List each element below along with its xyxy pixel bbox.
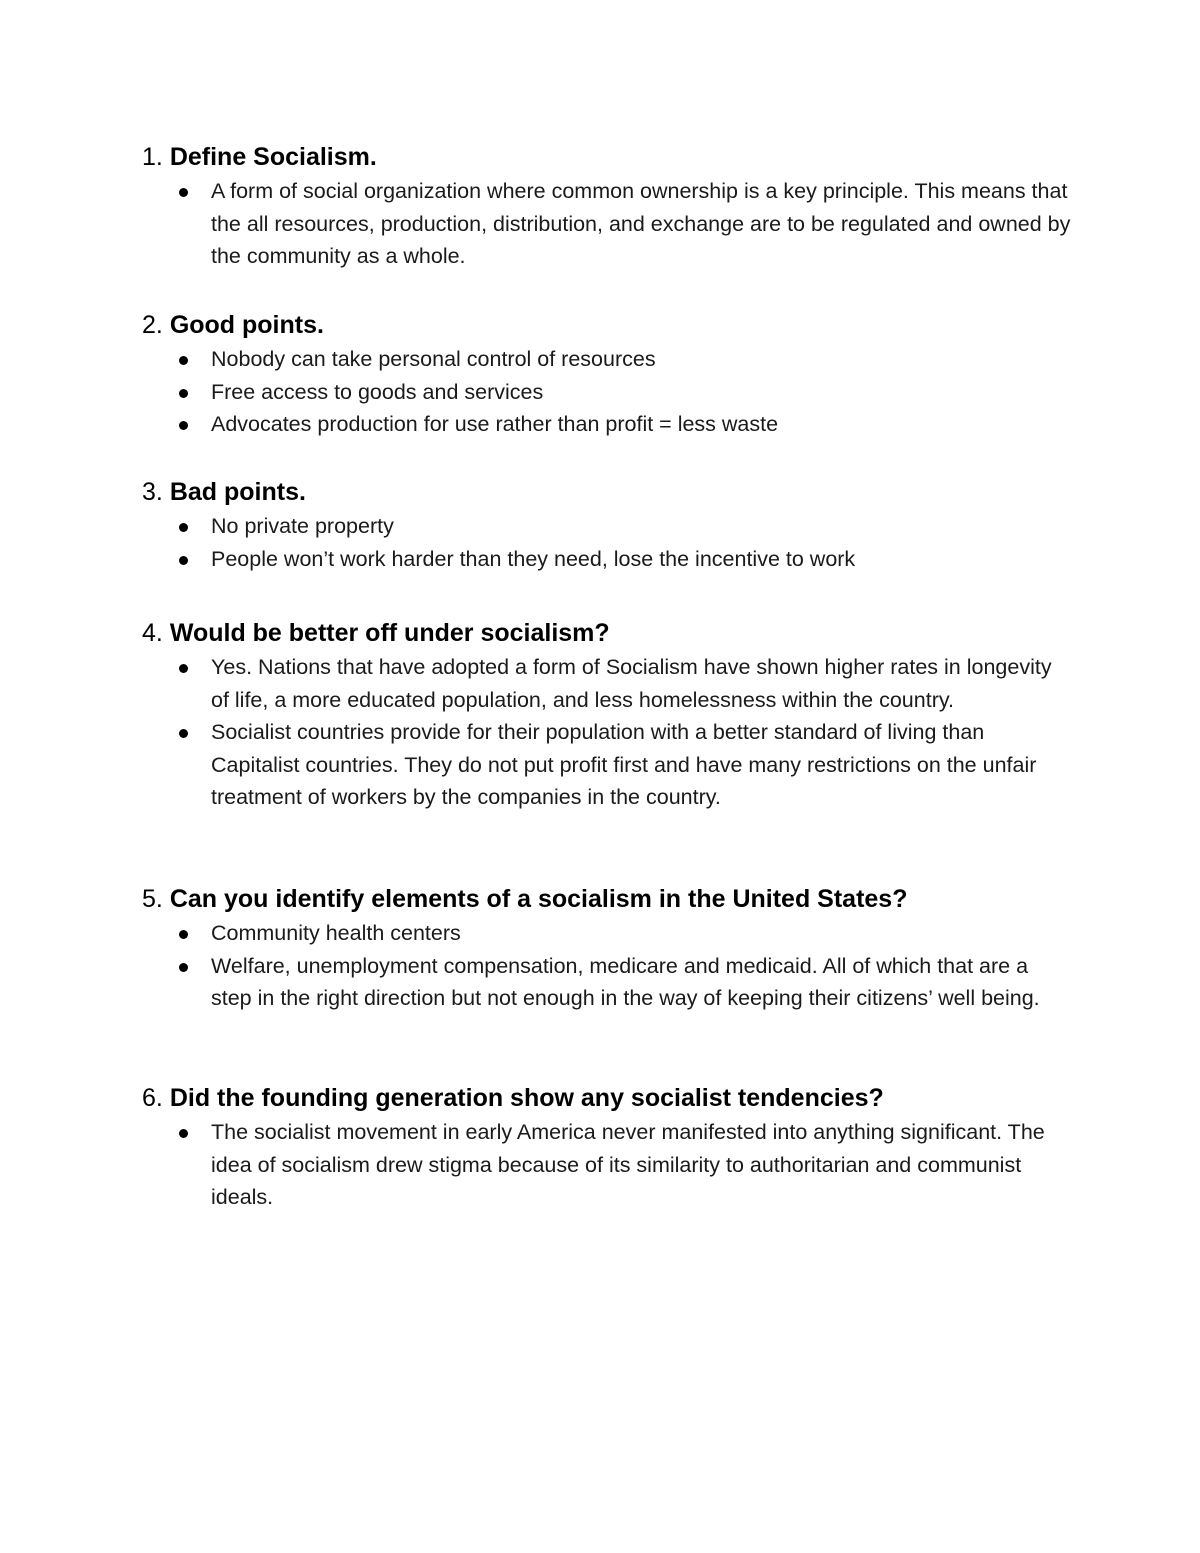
- bullet-icon: [179, 356, 188, 365]
- answer-text: The socialist movement in early America never manifested into anything significant. The idea of socialism drew stigma because of its similarity to authoritarian and communist ideals.: [211, 1120, 1045, 1210]
- bullet-icon: [179, 556, 188, 565]
- answer-text: No private property: [211, 514, 394, 538]
- question-number: 2.: [142, 311, 163, 339]
- answer-list: [142, 651, 1072, 814]
- answer-text: Socialist countries provide for their population with a better standard of living than Capitalist countries. They do not put profit first and have many restrictions on the unfair treatment of workers by the companies in the country.: [211, 720, 1037, 810]
- question-section-3: [142, 476, 1072, 575]
- question-text: Good points.: [169, 311, 324, 339]
- bullet-icon: [179, 188, 188, 197]
- answer-item: [142, 716, 1072, 814]
- question-section-6: [142, 1082, 1072, 1214]
- question-section-2: [142, 309, 1072, 441]
- question-heading: [142, 883, 1072, 915]
- question-heading: [142, 309, 1072, 341]
- answer-list: [142, 343, 1072, 441]
- answer-item: [142, 543, 1072, 576]
- question-heading: [142, 476, 1072, 508]
- answer-text: Welfare, unemployment compensation, medicare and medicaid. All of which that are a step in the right direction but not enough in the way of keeping their citizens’ well being.: [211, 953, 1040, 1011]
- bullet-icon: [179, 389, 188, 398]
- question-number: 1.: [142, 143, 163, 171]
- bullet-icon: [179, 1129, 188, 1138]
- question-number: 3.: [142, 478, 163, 506]
- bullet-icon: [179, 729, 188, 738]
- question-text: Define Socialism.: [169, 143, 377, 171]
- question-heading: [142, 617, 1072, 649]
- answer-list: [142, 510, 1072, 575]
- answer-item: [142, 1116, 1072, 1214]
- answer-text: Free access to goods and services: [211, 379, 544, 404]
- question-text: Would be better off under socialism?: [169, 619, 610, 647]
- question-section-4: [142, 617, 1072, 814]
- question-section-1: [142, 141, 1072, 273]
- bullet-icon: [179, 930, 188, 939]
- answer-item: [142, 376, 1072, 409]
- answer-item: [142, 651, 1072, 716]
- answer-item: [142, 950, 1072, 1015]
- answer-text: Advocates production for use rather than profit = less waste: [211, 412, 779, 437]
- bullet-icon: [179, 523, 188, 532]
- bullet-icon: [179, 963, 188, 972]
- question-text: Did the founding generation show any socialist tendencies?: [169, 1084, 884, 1112]
- question-number: 4.: [142, 619, 163, 647]
- answer-text: Nobody can take personal control of resources: [211, 347, 656, 371]
- bullet-icon: [179, 664, 188, 673]
- answer-item: [142, 175, 1072, 273]
- question-heading: [142, 141, 1072, 173]
- question-number: 6.: [142, 1084, 163, 1112]
- question-heading: [142, 1082, 1072, 1114]
- question-text: Can you identify elements of a socialism in the United States?: [169, 885, 908, 913]
- answer-item: [142, 408, 1072, 441]
- bullet-icon: [179, 421, 188, 430]
- question-section-5: [142, 883, 1072, 1015]
- answer-text: A form of social organization where common ownership is a key principle. This means that the all resources, production, distribution, and exchange are to be regulated and owned by the community as a whole.: [211, 179, 1071, 269]
- question-number: 5.: [142, 885, 163, 913]
- answer-list: [142, 1116, 1072, 1214]
- answer-text: People won’t work harder than they need, lose the incentive to work: [211, 546, 856, 571]
- answer-text: Yes. Nations that have adopted a form of Socialism have shown higher rates in longevity of life, a more educated population, and less homelessness within the country.: [211, 655, 1052, 712]
- answer-item: [142, 917, 1072, 950]
- answer-text: Community health centers: [211, 921, 461, 945]
- answer-item: [142, 343, 1072, 376]
- answer-item: [142, 510, 1072, 543]
- answer-list: [142, 917, 1072, 1015]
- question-text: Bad points.: [169, 478, 306, 506]
- answer-list: [142, 175, 1072, 273]
